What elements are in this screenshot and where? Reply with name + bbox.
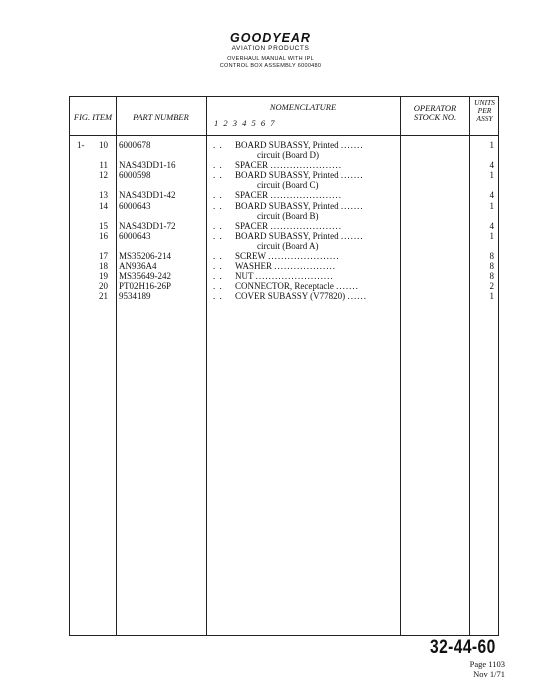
nomenclature (257, 150, 415, 160)
nomenclature (235, 190, 393, 200)
nomenclature (235, 291, 393, 301)
units-per-assy: 1 (489, 170, 494, 181)
leader-dots: ....... (340, 200, 364, 211)
leader-dots: ................... (274, 261, 337, 272)
indent-dots: . . (213, 281, 223, 292)
nomenclature-text: BOARD SUBASSY, Printed (235, 170, 339, 181)
item-number: 21 (99, 291, 108, 302)
part-number: NAS43DD1-16 (119, 160, 176, 171)
table-row (0, 180, 541, 190)
units-per-assy: 1 (489, 140, 494, 150)
indent-dots: . . (213, 200, 223, 211)
manual-title-line2: CONTROL BOX ASSEMBLY 6000480 (219, 63, 322, 69)
leader-dots: ...................... (270, 220, 342, 231)
part-number: MS35206-214 (119, 251, 172, 262)
nomenclature (257, 211, 415, 221)
table-row (0, 281, 541, 291)
nomenclature (235, 170, 393, 180)
nomenclature (235, 281, 393, 291)
table-row (0, 160, 541, 170)
leader-dots: ...... (347, 291, 367, 302)
indent-dots: . . (213, 160, 223, 171)
part-number: PT02H16-26P (119, 281, 172, 292)
leader-dots: ...................... (268, 251, 340, 262)
units-per-assy: 1 (489, 200, 494, 211)
header-fig-item: FIG. ITEM (73, 112, 113, 122)
nomenclature-text: CONNECTOR, Receptacle (235, 281, 334, 292)
manual-title-line1: OVERHAUL MANUAL WITH IPL (227, 56, 314, 62)
division-name: AVIATION PRODUCTS (231, 45, 310, 52)
header-operator-stock (402, 104, 468, 122)
table-row (0, 201, 541, 211)
indent-dots: . . (213, 220, 223, 231)
units-per-assy: 1 (489, 291, 494, 302)
revision-date: Nov 1/71 (473, 669, 505, 679)
indent-dots: . . (213, 291, 223, 302)
nomenclature (235, 231, 393, 241)
nomenclature (235, 261, 393, 271)
units-per-assy: 4 (489, 220, 494, 231)
indent-dots: . . (213, 190, 223, 201)
part-number: 6000643 (119, 230, 151, 241)
nomenclature (235, 251, 393, 261)
brand-logo: GOODYEAR (230, 31, 311, 45)
indent-dots: . . (213, 170, 223, 181)
indent-dots: . . (213, 140, 223, 150)
item-number: 17 (99, 251, 108, 262)
item-number: 15 (99, 220, 108, 231)
nomenclature-text: circuit (Board D) (257, 150, 319, 161)
nomenclature (257, 180, 415, 190)
nomenclature-text: SPACER (235, 220, 269, 231)
indent-dots: . . (213, 271, 223, 282)
indent-dots: . . (213, 230, 223, 241)
leader-dots: ....... (340, 230, 364, 241)
page-info (455, 659, 505, 679)
leader-dots: ...................... (270, 160, 342, 171)
header-units-line3: ASSY (476, 114, 493, 123)
item-number: 19 (99, 271, 108, 282)
table-row (0, 271, 541, 281)
item-number: 11 (99, 160, 108, 171)
part-number: 6000643 (119, 200, 151, 211)
table-row (0, 261, 541, 271)
header-units-per-assy (470, 99, 499, 123)
header-units-line1: UNITS (474, 98, 495, 107)
table-row (0, 150, 541, 160)
nomenclature (235, 221, 393, 231)
header-divider (69, 135, 499, 136)
leader-dots: ........................ (255, 271, 334, 282)
units-per-assy: 8 (489, 261, 494, 272)
nomenclature-text: BOARD SUBASSY, Printed (235, 140, 339, 150)
header-indent-levels: 1 2 3 4 5 6 7 (214, 118, 276, 128)
nomenclature-text: SPACER (235, 190, 269, 201)
chapter-code: 32-44-60 (430, 637, 496, 658)
item-number: 20 (99, 281, 108, 292)
table-row (0, 140, 541, 150)
parts-table-body (0, 140, 541, 302)
part-number: NAS43DD1-42 (119, 190, 176, 201)
table-row (0, 190, 541, 200)
nomenclature-text: WASHER (235, 261, 273, 272)
table-row (0, 251, 541, 261)
table-row (0, 241, 541, 251)
units-per-assy: 8 (489, 251, 494, 262)
part-number: MS35649-242 (119, 271, 172, 282)
nomenclature (235, 160, 393, 170)
indent-dots: . . (213, 261, 223, 272)
item-number: 13 (99, 190, 108, 201)
units-per-assy: 2 (489, 281, 494, 292)
nomenclature-text: COVER SUBASSY (V77820) (235, 291, 346, 302)
table-row (0, 291, 541, 301)
nomenclature-text: SPACER (235, 160, 269, 171)
nomenclature-text: SCREW (235, 251, 266, 262)
units-per-assy: 4 (489, 190, 494, 201)
header-units-line2: PER (477, 106, 492, 115)
header-operator-line2: STOCK NO. (413, 112, 457, 122)
table-row (0, 211, 541, 221)
nomenclature (257, 241, 415, 251)
nomenclature (235, 140, 393, 150)
nomenclature-text: circuit (Board B) (257, 210, 319, 221)
table-row (0, 221, 541, 231)
leader-dots: ....... (336, 281, 359, 292)
header-part-number: PART NUMBER (133, 112, 189, 122)
page-number: Page 1103 (469, 659, 505, 669)
item-number: 18 (99, 261, 108, 272)
units-per-assy: 4 (489, 160, 494, 171)
leader-dots: ....... (340, 140, 364, 150)
leader-dots: ...................... (270, 190, 342, 201)
nomenclature-text: circuit (Board A) (257, 240, 319, 251)
leader-dots: ....... (340, 170, 364, 181)
part-number: 9534189 (119, 291, 151, 302)
header-operator-line1: OPERATOR (413, 103, 457, 113)
item-number: 10 (99, 140, 108, 150)
nomenclature-text: BOARD SUBASSY, Printed (235, 200, 339, 211)
units-per-assy: 1 (489, 230, 494, 241)
item-number: 12 (99, 170, 108, 181)
item-number: 16 (99, 230, 108, 241)
part-number: 6000598 (119, 170, 151, 181)
nomenclature (235, 271, 393, 281)
nomenclature (235, 201, 393, 211)
part-number: 6000678 (119, 140, 151, 150)
part-number: AN936A4 (119, 261, 157, 272)
indent-dots: . . (213, 251, 223, 262)
part-number: NAS43DD1-72 (119, 220, 176, 231)
table-row (0, 170, 541, 180)
nomenclature-text: NUT (235, 271, 254, 282)
manual-title (0, 56, 541, 70)
table-row (0, 231, 541, 241)
item-number: 14 (99, 200, 108, 211)
header-nomenclature: NOMENCLATURE (269, 102, 337, 112)
figure-number: 1- (77, 140, 85, 150)
units-per-assy: 8 (489, 271, 494, 282)
nomenclature-text: circuit (Board C) (257, 180, 319, 191)
nomenclature-text: BOARD SUBASSY, Printed (235, 230, 339, 241)
